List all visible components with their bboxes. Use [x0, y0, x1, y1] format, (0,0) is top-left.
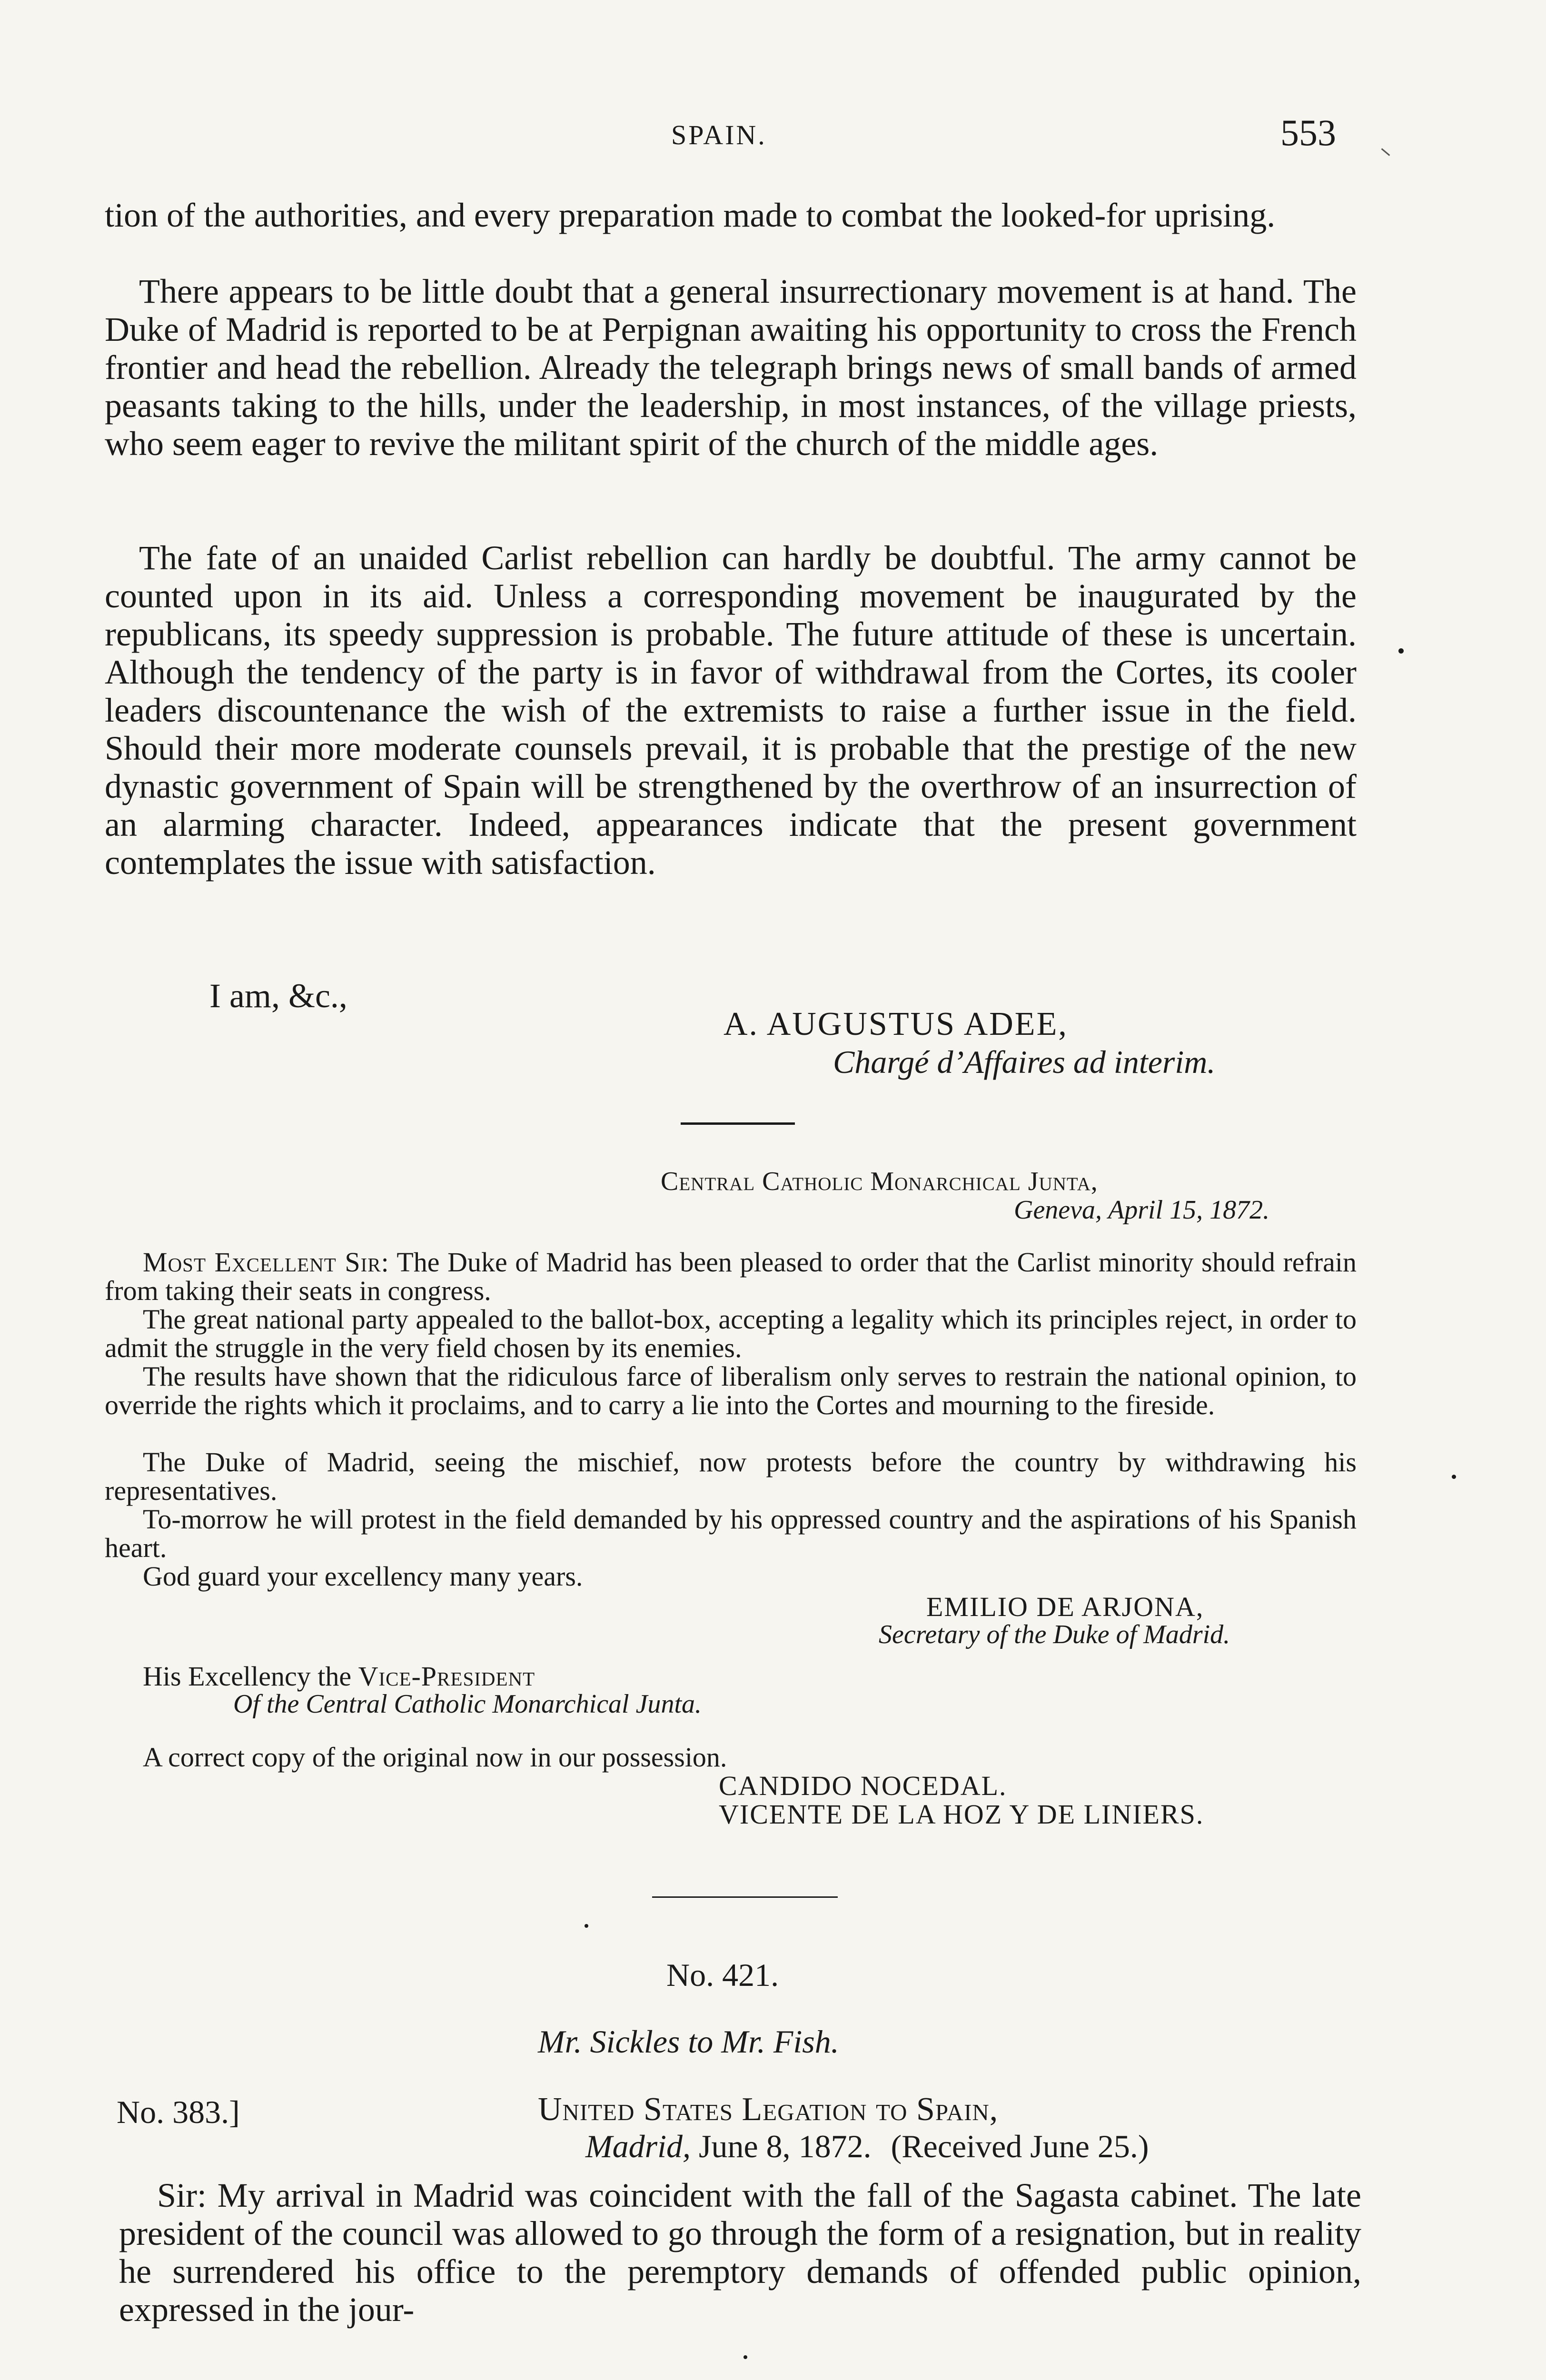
enclosure-paragraph-text: The Duke of Madrid has been pleased to order that the Carlist minority should refrain from taking their seats in congress.: [105, 1247, 1357, 1306]
enclosure-paragraph: To-morrow he will protest in the field demanded by his oppressed country and the aspirations of his Spanish heart.: [105, 1504, 1357, 1563]
document-title: Mr. Sickles to Mr. Fish.: [538, 2023, 839, 2060]
addressee-organization: Of the Central Catholic Monarchical Junta.: [233, 1689, 702, 1719]
letter-paragraph: The fate of an unaided Carlist rebellion can hardly be doubtful. The army cannot be counted upon in its aid. Unless a corresponding movement be inaugurated by the republicans, its speedy suppression is probable. The future attitude of these is uncertain. Although the tendency of the party is in favor of withdrawal from the Cortes, its cooler leaders discountenance the wish of the extremists to raise a further issue in the field. Should their more moderate counsels prevail, it is probable that the prestige of the new dynastic government of Spain will be strengthened by the overthrow of an insurrection of an alarming character. Indeed, appearances indicate that the present government contemplates the issue with satisfaction.: [105, 539, 1357, 882]
enclosure-salutation: Most Excellent Sir:: [143, 1247, 389, 1278]
attestation-name: CANDIDO NOCEDAL.: [719, 1770, 1007, 1801]
print-speck: [743, 2355, 747, 2359]
print-speck: [1398, 648, 1404, 654]
letter-body: [119, 2176, 1361, 2329]
letter-body-text: My arrival in Madrid was coincident with the fall of the Sagasta cabinet. The late president of the council was allowed to go through the form of a resignation, but in reality he surrendered his office to the peremptory demands of offended public opinion, expressed in the jour-: [119, 2176, 1362, 2329]
place-date-line: [585, 2128, 1149, 2165]
letter-salutation: Sir:: [157, 2176, 207, 2214]
page-header: [0, 114, 1546, 157]
enclosure-paragraph: God guard your excellency many years.: [143, 1561, 583, 1592]
letter-paragraph: There appears to be little doubt that a general insurrectionary movement is at hand. The Duke of Madrid is reported to be at Perpignan awaiting his opportunity to cross the French frontier and head the rebellion. Already the telegraph brings news of small bands of armed peasants taking to the hills, under the leadership, in most instances, of the village priests, who seem eager to revive the militant spirit of the church of the middle ages.: [105, 272, 1357, 463]
received-date: (Received June 25.): [891, 2128, 1149, 2164]
legation-heading: United States Legation to Spain,: [538, 2091, 999, 2128]
running-head: SPAIN.: [671, 119, 767, 150]
addressee-prefix: His Excellency the: [143, 1661, 352, 1692]
copy-note: A correct copy of the original now in our possession.: [143, 1742, 727, 1773]
document-number: No. 421.: [666, 1957, 779, 1993]
closing-line: I am, &c.,: [209, 977, 347, 1015]
enclosure-paragraph: The great national party appealed to the ballot-box, accepting a legality which its principles reject, in order to admit the struggle in the very field chosen by its enemies.: [105, 1304, 1357, 1363]
print-speck: [585, 1924, 588, 1928]
section-divider: [652, 1896, 838, 1898]
print-speck: [1452, 1475, 1456, 1479]
reference-number: No. 383.]: [117, 2094, 240, 2130]
letter-place: Madrid,: [585, 2128, 691, 2164]
enclosure-paragraph: The Duke of Madrid, seeing the mischief, now protests before the country by withdrawing his representatives.: [105, 1447, 1357, 1506]
addressee-line: [143, 1660, 535, 1692]
signer-title: Chargé d’Affaires ad interim.: [833, 1044, 1216, 1080]
addressee-title: Vice-President: [358, 1661, 535, 1692]
letter-paragraph: tion of the authorities, and every preparation made to combat the looked-for uprising.: [105, 196, 1276, 234]
enclosure-paragraph: The results have shown that the ridiculous farce of liberalism only serves to restrain the national opinion, to override the rights which it proclaims, and to carry a lie into the Cortes and mourning to the fireside.: [105, 1361, 1357, 1420]
enclosure-place-date: Geneva, April 15, 1872.: [1014, 1195, 1270, 1225]
enclosure-signer-name: EMILIO DE ARJONA,: [926, 1591, 1204, 1622]
attestation-name: VICENTE DE LA HOZ Y DE LINIERS.: [719, 1799, 1204, 1830]
signer-name: A. AUGUSTUS ADEE,: [723, 1006, 1068, 1042]
enclosure-heading: Central Catholic Monarchical Junta,: [661, 1167, 1098, 1196]
letter-date: June 8, 1872.: [699, 2128, 872, 2164]
enclosure-paragraph: [105, 1248, 1357, 1305]
page-number: 553: [1280, 112, 1336, 153]
enclosure-signer-title: Secretary of the Duke of Madrid.: [879, 1620, 1230, 1649]
section-divider: [681, 1122, 795, 1125]
